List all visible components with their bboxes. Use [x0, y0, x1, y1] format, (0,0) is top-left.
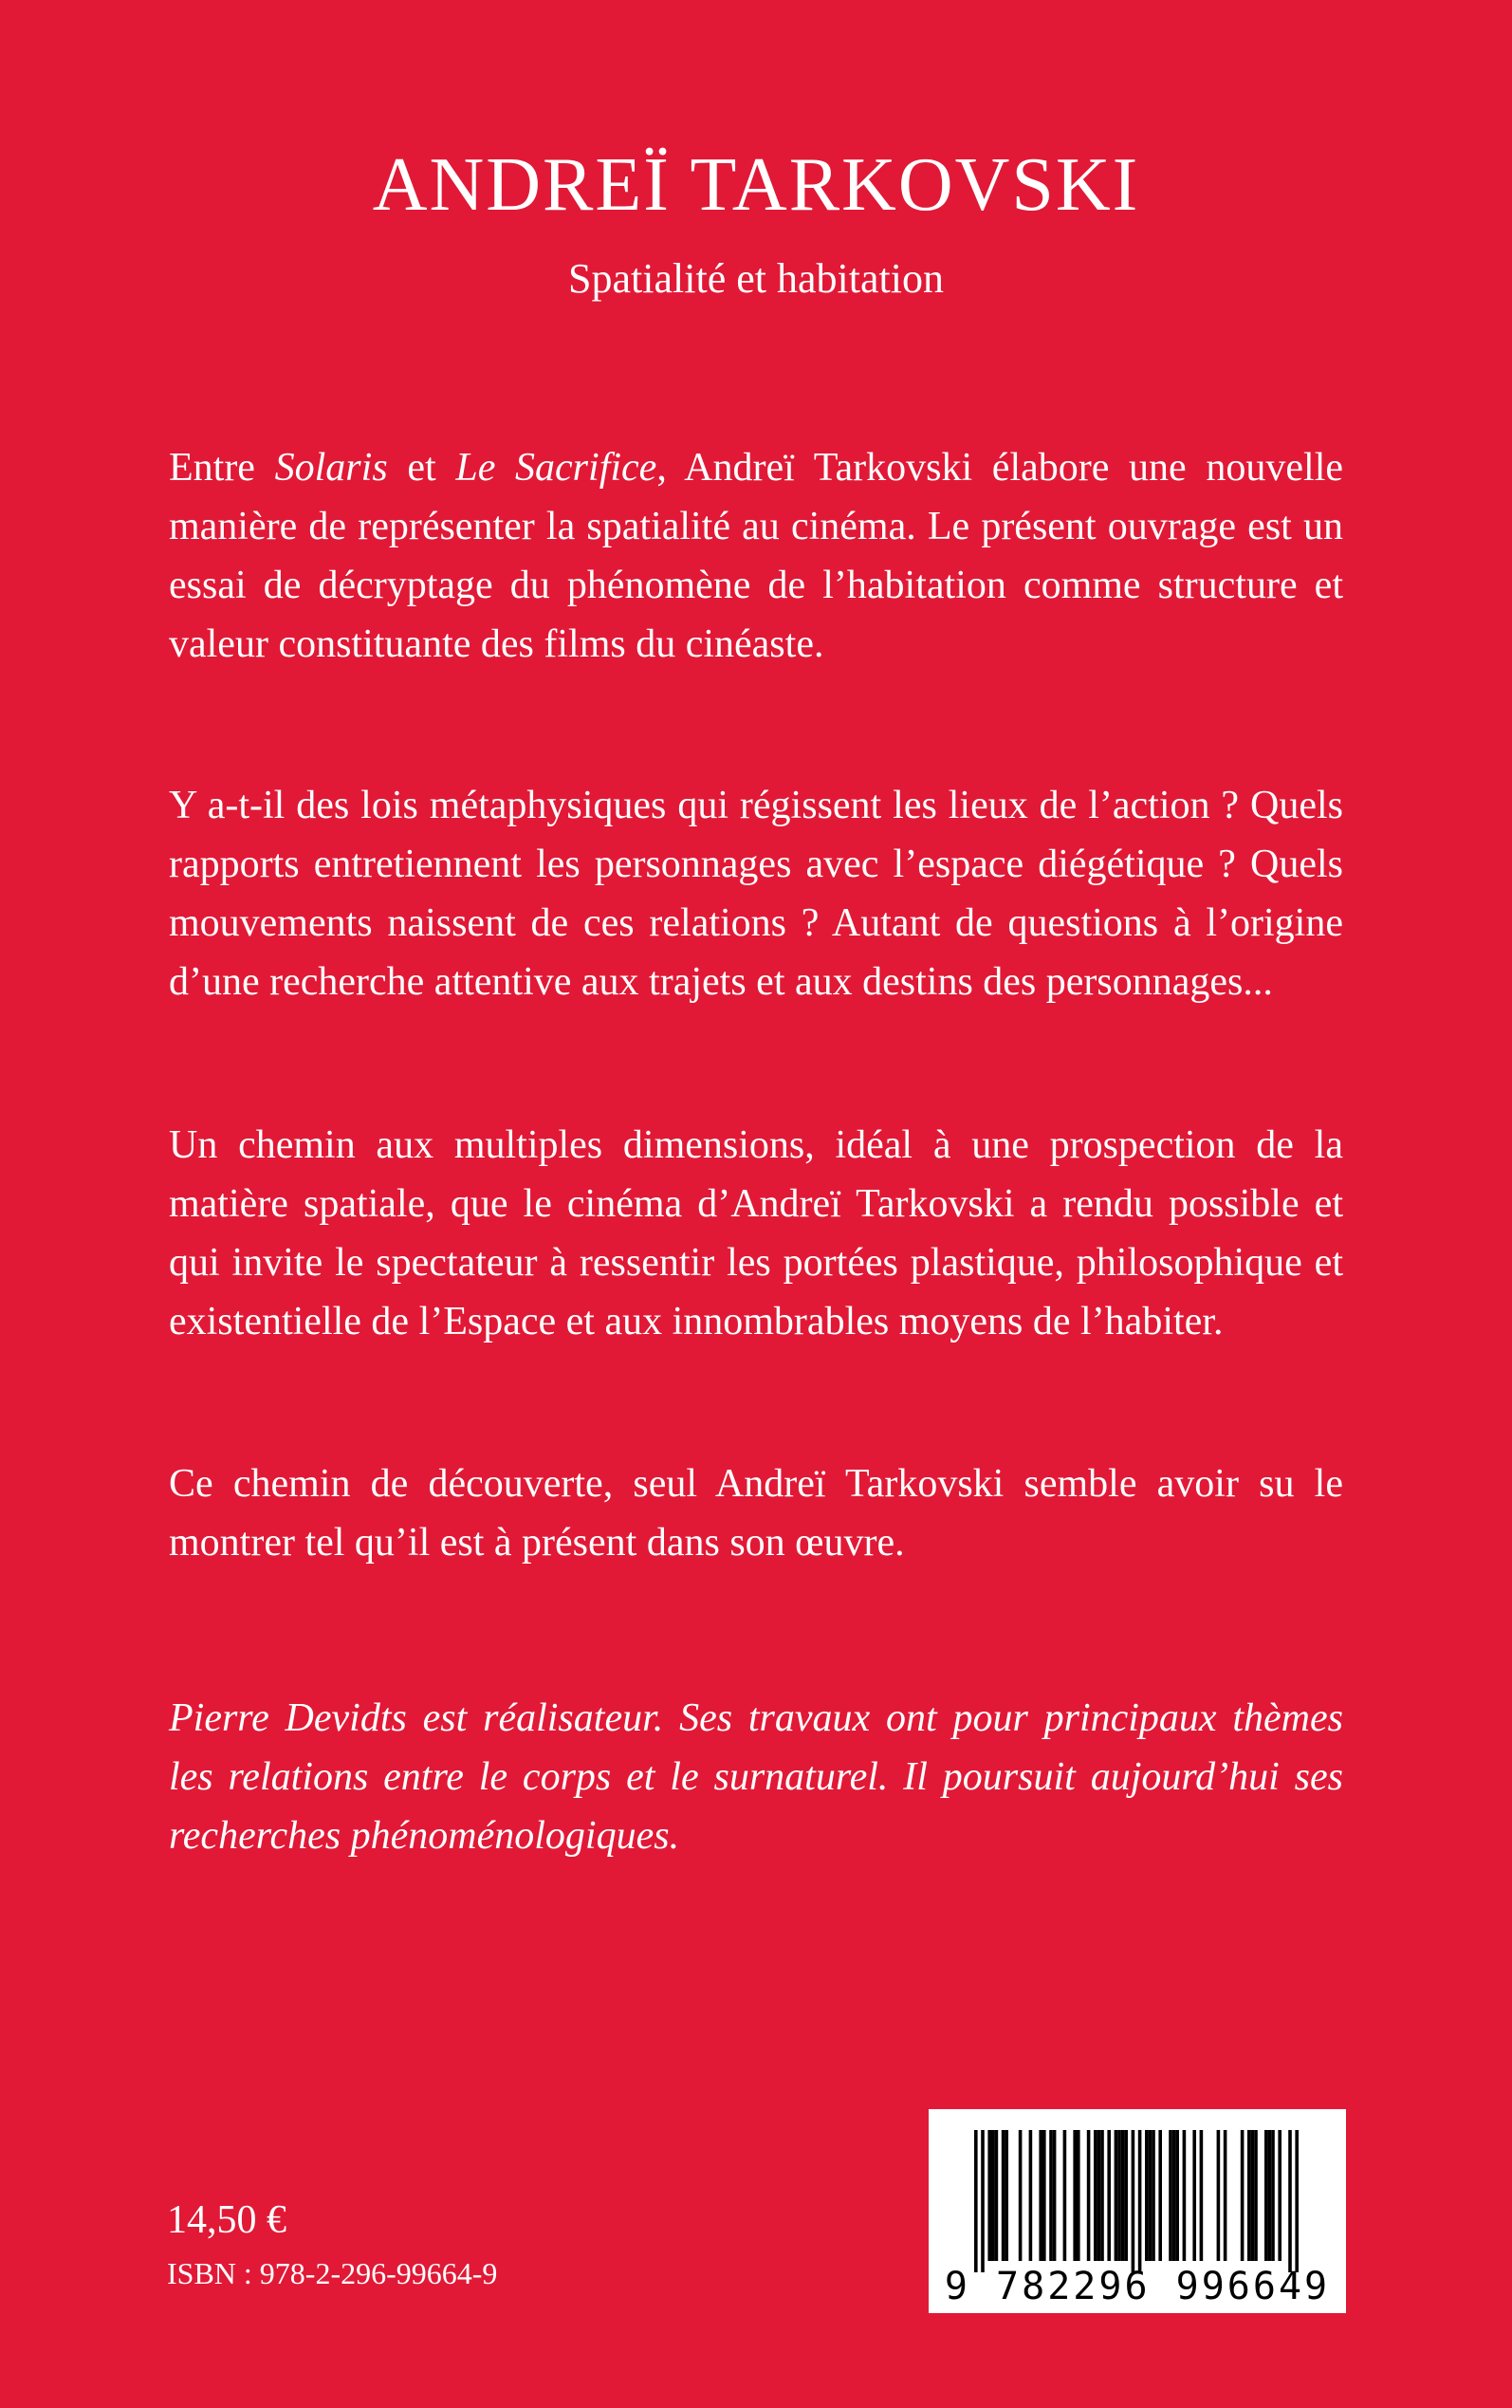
book-subtitle: Spatialité et habitation: [568, 255, 944, 302]
p1-text-mid: et: [387, 446, 456, 490]
summary-paragraph-1: [169, 438, 1343, 674]
barcode-bar: [1063, 2130, 1067, 2261]
barcode-bar: [1152, 2130, 1155, 2261]
barcode-bar: [1121, 2130, 1125, 2261]
barcode-bar: [974, 2130, 978, 2272]
barcode: [929, 2109, 1346, 2313]
barcode-bar: [1039, 2130, 1042, 2261]
barcode-bar: [1200, 2130, 1204, 2261]
barcode-bar: [1217, 2130, 1221, 2261]
barcode-bar: [1107, 2130, 1111, 2261]
isbn: ISBN : 978-2-296-99664-9: [167, 2256, 498, 2290]
barcode-bar: [1077, 2130, 1080, 2261]
author-bio: Pierre Devidts est réalisateur. Ses travaux ont pour principaux thèmes les relations entre le corps et le surnaturel. Il poursuit aujourd’hui ses recherches phénoménologiques.: [169, 1696, 1343, 1858]
barcode-bar: [1149, 2130, 1152, 2261]
barcode-bar: [1158, 2130, 1162, 2261]
barcode-bar: [1132, 2130, 1135, 2272]
barcode-bar: [1183, 2130, 1187, 2261]
barcode-bar: [1241, 2130, 1245, 2261]
barcode-bar: [1087, 2130, 1091, 2261]
barcode-bar: [1172, 2130, 1176, 2261]
film-title-solaris: Solaris: [274, 446, 388, 490]
barcode-bar: [1042, 2130, 1046, 2261]
barcode-bar: [1138, 2130, 1142, 2272]
barcode-bar: [1175, 2130, 1179, 2261]
barcode-bar: [1247, 2130, 1251, 2261]
barcode-bar: [1224, 2130, 1227, 2261]
barcode-bar: [991, 2130, 995, 2261]
barcode-bar: [987, 2130, 991, 2261]
barcode-bar: [1192, 2130, 1196, 2261]
barcode-bar: [1251, 2130, 1255, 2261]
barcode-bar: [1097, 2130, 1101, 2261]
barcode-bar: [995, 2130, 999, 2261]
barcode-bar: [1115, 2130, 1118, 2261]
barcode-bar: [1029, 2130, 1033, 2261]
barcode-bar: [1073, 2130, 1077, 2261]
price: 14,50 €: [167, 2198, 286, 2242]
barcode-bar: [1295, 2130, 1299, 2272]
barcode-digits: 9 782296 996649: [944, 2265, 1331, 2308]
barcode-bar: [1271, 2130, 1275, 2261]
p1-text-end: , Andreï Tarkovski élabore une nouvelle manière de représenter la spatialité au cinéma. Le présent ouvrage est un essai de décryptage du phénomène de l’habitation comme structure et valeur constituante des films du cinéaste.: [169, 446, 1344, 666]
barcode-bar: [1002, 2130, 1005, 2261]
barcode-bar: [1145, 2130, 1149, 2261]
barcode-bar: [1117, 2130, 1121, 2261]
barcode-bar: [1124, 2130, 1128, 2261]
book-title: ANDREÏ TARKOVSKI: [372, 143, 1140, 227]
barcode-bar: [1100, 2130, 1104, 2261]
barcode-bar: [1268, 2130, 1272, 2261]
barcode-bar: [1053, 2130, 1057, 2261]
barcode-bar: [1278, 2130, 1282, 2261]
summary-paragraph-3: Un chemin aux multiples dimensions, idéal à une prospection de la matière spatiale, que le cinéma d’Andreï Tarkovski a rendu possible et qui invite le spectateur à ressentir les portées plastique, philosophique et existentielle de l’Espace et aux innombrables moyens de l’habiter.: [169, 1123, 1343, 1343]
summary-paragraph-4: Ce chemin de découverte, seul Andreï Tarkovski semble avoir su le montrer tel qu’il est à présent dans son œuvre.: [169, 1462, 1343, 1565]
barcode-bar: [1005, 2130, 1008, 2261]
barcode-bar: [1019, 2130, 1023, 2261]
barcode-bar: [981, 2130, 985, 2272]
p1-text-start: Entre: [169, 446, 275, 490]
barcode-bar: [1049, 2130, 1053, 2261]
film-title-sacrifice: Le Sacrifice: [455, 446, 657, 490]
barcode-bar: [1288, 2130, 1292, 2272]
barcode-bar: [1094, 2130, 1097, 2261]
barcode-bar: [1264, 2130, 1268, 2261]
barcode-bar: [1254, 2130, 1258, 2261]
summary-paragraph-2: Y a-t-il des lois métaphysiques qui régissent les lieux de l’action ? Quels rapports entretiennent les personnages avec l’espace diégétique ? Quels mouvements naissent de ces relations ? Autant de questions à l’origine d’une recherche attentive aux trajets et aux destins des personnages...: [169, 784, 1343, 1004]
barcode-bar: [1169, 2130, 1172, 2261]
